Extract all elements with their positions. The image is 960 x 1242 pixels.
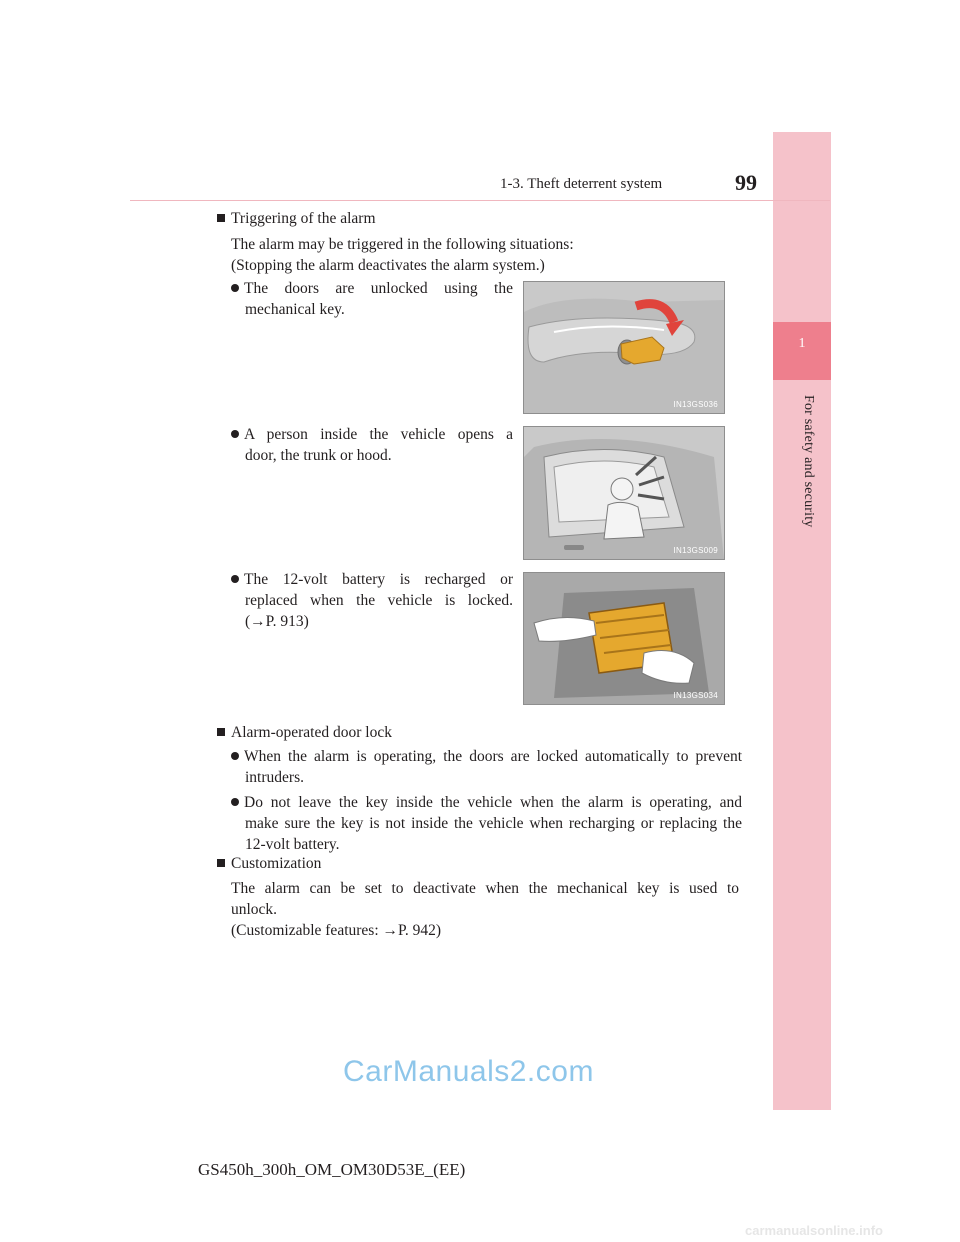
door-lock-bullet-1-line-1: When the alarm is operating, the doors are locked automatically to prevent <box>231 746 742 767</box>
chapter-title: For safety and security <box>801 395 816 528</box>
trigger-item-1-line-1: The doors are unlocked using the <box>231 278 513 299</box>
trigger-item-1-line-2: mechanical key. <box>245 301 345 318</box>
chapter-number: 1 <box>798 336 806 351</box>
customization-heading: Customization <box>217 853 321 874</box>
square-bullet-icon <box>217 728 225 736</box>
round-bullet-icon <box>231 752 239 760</box>
round-bullet-icon <box>231 430 239 438</box>
door-lock-bullet-1-line-2: intruders. <box>245 769 304 786</box>
door-lock-heading: Alarm-operated door lock <box>217 722 392 743</box>
customization-line-1: The alarm can be set to deactivate when the mechanical key is used to <box>231 880 739 897</box>
triggering-heading: Triggering of the alarm <box>217 208 376 229</box>
door-lock-bullet-2-line-2: make sure the key is not inside the vehicle when recharging or replacing the <box>245 815 742 832</box>
square-bullet-icon <box>217 859 225 867</box>
trigger-item-2-line-2: door, the trunk or hood. <box>245 447 392 464</box>
door-handle-key-icon <box>524 282 724 413</box>
battery-replacement-illustration <box>523 572 725 705</box>
round-bullet-icon <box>231 798 239 806</box>
figure-code: IN13GS036 <box>673 400 718 409</box>
watermark-logo: CarManuals2.com <box>343 1055 594 1088</box>
section-title: 1-3. Theft deterrent system <box>500 176 663 192</box>
figure-code: IN13GS034 <box>673 691 718 700</box>
header-divider <box>130 200 830 201</box>
customization-line-3: (Customizable features: →P. 942) <box>231 922 442 939</box>
customization-line-2: unlock. <box>231 901 278 918</box>
person-opening-door-icon <box>524 427 724 559</box>
round-bullet-icon <box>231 575 239 583</box>
door-lock-bullet-2-line-3: 12-volt battery. <box>245 836 340 853</box>
trigger-item-3-line-2: replaced when the vehicle is locked. <box>245 592 513 609</box>
round-bullet-icon <box>231 284 239 292</box>
document-code: GS450h_300h_OM_OM30D53E_(EE) <box>198 1160 466 1179</box>
figure-code: IN13GS009 <box>673 546 718 555</box>
square-bullet-icon <box>217 214 225 222</box>
chapter-tab-strip <box>773 132 831 1110</box>
trigger-item-3-line-1: The 12-volt battery is recharged or <box>231 569 513 590</box>
door-handle-key-illustration <box>523 281 725 414</box>
battery-icon <box>524 573 724 704</box>
triggering-intro-1: The alarm may be triggered in the following situations: <box>231 236 574 253</box>
triggering-intro-2: (Stopping the alarm deactivates the alarm system.) <box>231 257 545 274</box>
page-number: 99 <box>735 170 757 195</box>
door-lock-bullet-2-line-1: Do not leave the key inside the vehicle when the alarm is operating, and <box>231 792 742 813</box>
watermark-url: carmanualsonline.info <box>745 1223 883 1238</box>
trigger-item-3-line-3: (→P. 913) <box>245 613 309 630</box>
trigger-item-2-line-1: A person inside the vehicle opens a <box>231 424 513 445</box>
person-inside-vehicle-illustration <box>523 426 725 560</box>
